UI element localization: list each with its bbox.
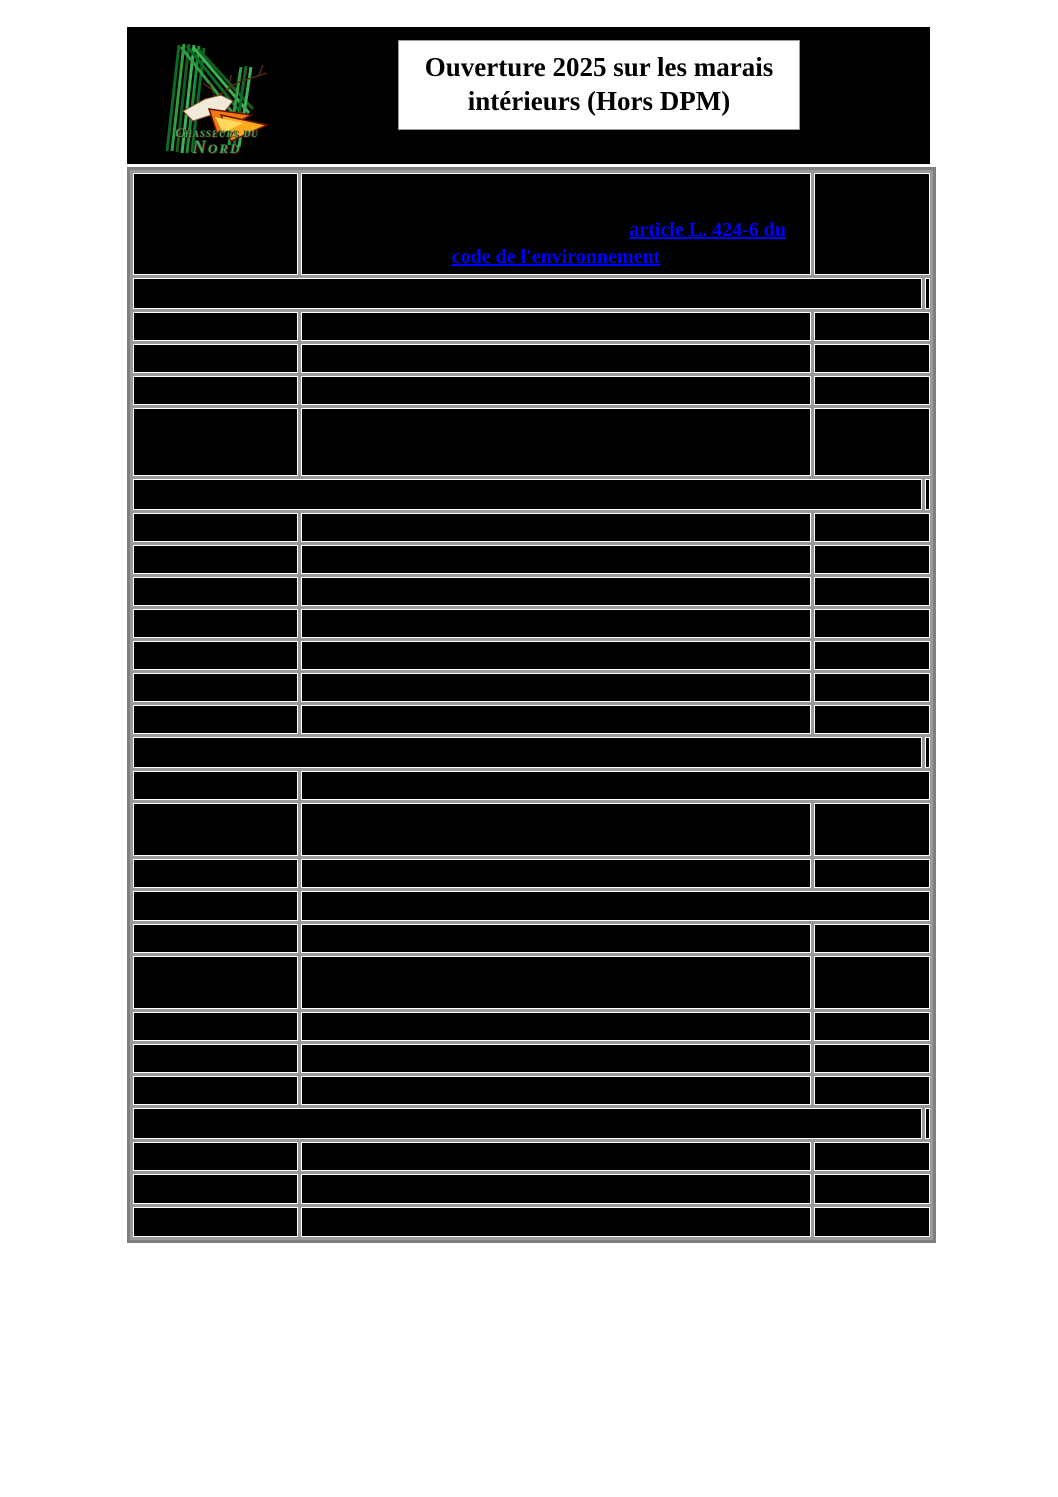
table-cell <box>814 803 930 856</box>
moratoire-cell: Moratoire <box>301 891 930 921</box>
page-title-line1: Ouverture 2025 sur les marais <box>424 52 774 83</box>
table-cell <box>301 1207 811 1237</box>
table-row <box>133 545 930 574</box>
table-row <box>133 312 930 341</box>
table-cell <box>301 956 811 1009</box>
table-cell <box>814 924 930 953</box>
table-cell <box>301 609 811 638</box>
table-cell <box>301 859 811 888</box>
section-header-canards-surface: Canards de surface <box>133 479 922 510</box>
moratoire-row <box>133 891 930 921</box>
table-cell <box>133 545 298 574</box>
table-cell <box>301 376 811 405</box>
header-band <box>127 27 930 164</box>
table-cell <box>133 641 298 670</box>
page-title <box>398 40 800 130</box>
article-link-line2: code de l'environnement <box>451 246 661 268</box>
table-cell <box>814 545 930 574</box>
table-cell <box>133 705 298 734</box>
table-cell <box>301 705 811 734</box>
table-row <box>133 1207 930 1237</box>
table-cell <box>814 1076 930 1105</box>
table-row <box>133 859 930 888</box>
table-cell <box>814 1207 930 1237</box>
section-row-oies <box>133 278 930 309</box>
table-cell <box>133 1012 298 1041</box>
table-row <box>133 924 930 953</box>
article-link[interactable] <box>302 217 810 274</box>
table-cell <box>133 1207 298 1237</box>
table-cell <box>814 1174 930 1204</box>
table-cell <box>133 1174 298 1204</box>
section-header-oies: Oies <box>133 278 922 309</box>
table-cell <box>814 1044 930 1073</box>
table-row <box>133 956 930 1009</box>
section-row-canards-plongeurs <box>133 737 930 768</box>
table-cell <box>301 408 811 476</box>
table-cell <box>301 577 811 606</box>
table-cell <box>133 376 298 405</box>
logo-text <box>159 124 275 158</box>
table-row <box>133 1012 930 1041</box>
table-row <box>133 771 930 800</box>
table-cell-sliver <box>925 737 930 768</box>
table-cell <box>301 545 811 574</box>
table-cell <box>301 1012 811 1041</box>
table-header-row <box>133 173 930 275</box>
table-cell <box>814 173 930 275</box>
table-cell <box>301 1076 811 1105</box>
table-cell <box>301 641 811 670</box>
table-cell <box>133 609 298 638</box>
section-header-canards-plongeurs: Canards plongeurs <box>133 737 922 768</box>
table-cell <box>301 673 811 702</box>
table-row <box>133 1142 930 1171</box>
table-row <box>133 408 930 476</box>
logo-text-line1: Chasseurs du <box>175 124 259 140</box>
table-cell <box>133 513 298 542</box>
table-row <box>133 1044 930 1073</box>
table-cell <box>814 376 930 405</box>
table-row <box>133 577 930 606</box>
table-cell <box>133 771 298 800</box>
table-row <box>133 641 930 670</box>
table-cell <box>133 577 298 606</box>
table-cell <box>814 673 930 702</box>
table-cell <box>133 673 298 702</box>
table-row <box>133 1076 930 1105</box>
table-cell <box>133 859 298 888</box>
table-cell <box>814 344 930 373</box>
table-cell <box>133 408 298 476</box>
table-cell <box>301 924 811 953</box>
table-cell <box>301 1142 811 1171</box>
table-row <box>133 803 930 856</box>
chasseurs-du-nord-logo <box>159 33 275 161</box>
table-cell <box>301 513 811 542</box>
opening-dates-table <box>127 167 936 1243</box>
table-cell <box>301 344 811 373</box>
table-cell <box>814 1012 930 1041</box>
table-cell <box>133 803 298 856</box>
table-row <box>133 1174 930 1204</box>
table-row <box>133 609 930 638</box>
table-cell <box>814 408 930 476</box>
table-cell <box>133 1044 298 1073</box>
table-cell <box>301 803 811 856</box>
table-cell <box>301 1044 811 1073</box>
table-row <box>133 344 930 373</box>
table-row <box>133 513 930 542</box>
table-cell <box>301 312 811 341</box>
table-cell <box>814 859 930 888</box>
table-cell <box>814 513 930 542</box>
table-cell <box>133 1142 298 1171</box>
table-cell <box>301 771 930 800</box>
table-cell-sliver <box>925 1108 930 1139</box>
table-cell-sliver <box>925 278 930 309</box>
table-cell <box>814 641 930 670</box>
logo-text-line2: Nord <box>192 136 242 158</box>
table-cell-sliver <box>925 479 930 510</box>
table-cell-legal <box>301 173 811 275</box>
table-cell <box>133 344 298 373</box>
section-row-rallides <box>133 1108 930 1139</box>
table-cell <box>814 577 930 606</box>
table-cell <box>301 1174 811 1204</box>
table-cell <box>133 173 298 275</box>
section-row-canards-surface <box>133 479 930 510</box>
table-cell <box>133 891 298 921</box>
table-cell <box>814 1142 930 1171</box>
table-row <box>133 705 930 734</box>
table-cell <box>814 609 930 638</box>
table-cell <box>133 956 298 1009</box>
table-cell <box>814 312 930 341</box>
table-row <box>133 673 930 702</box>
table-cell <box>133 312 298 341</box>
table-row <box>133 376 930 405</box>
article-link-line1: article L. 424-6 du <box>629 219 786 241</box>
table-cell <box>814 956 930 1009</box>
page-title-line2: intérieurs (Hors DPM) <box>467 86 731 116</box>
table-cell <box>814 705 930 734</box>
table-cell <box>133 1076 298 1105</box>
table-cell <box>133 924 298 953</box>
section-header-rallides: Rallidés <box>133 1108 922 1139</box>
